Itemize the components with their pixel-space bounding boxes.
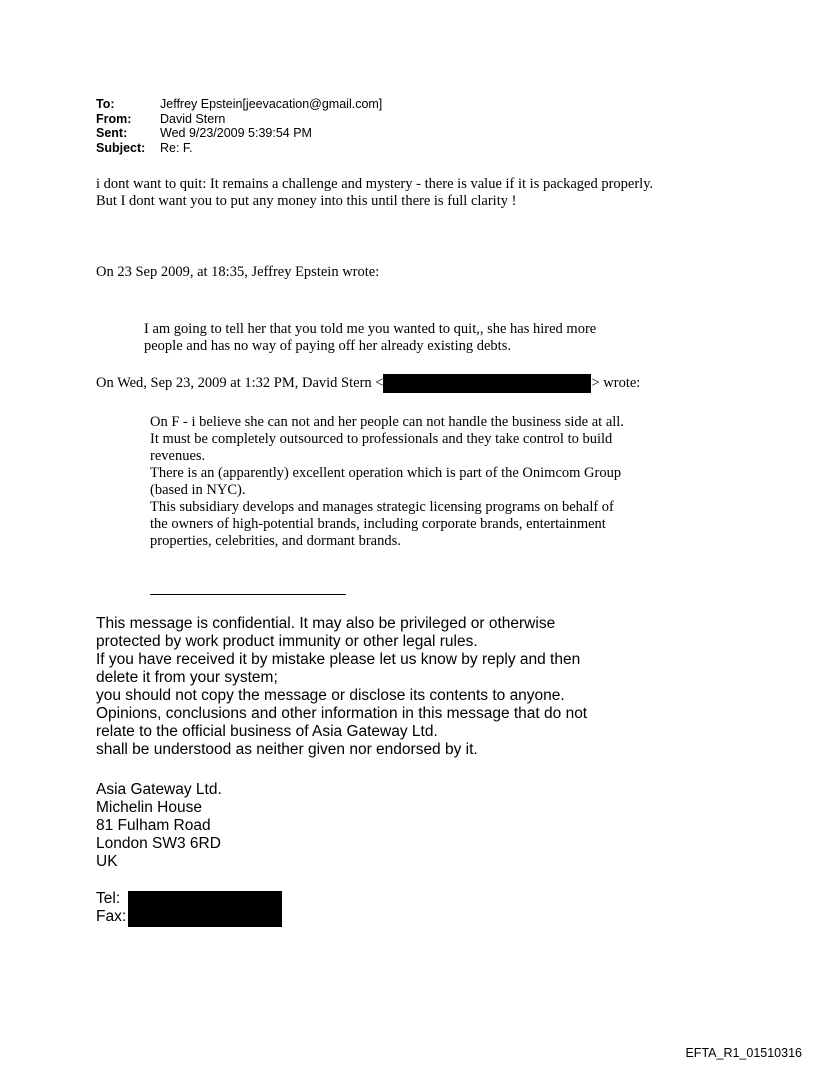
quote1-line: people and has no way of paying off her already existing debts.: [144, 338, 511, 354]
sent-row: [96, 126, 382, 141]
quote2-line: revenues.: [150, 448, 206, 464]
quote2-attribution: [96, 375, 736, 393]
to-row: [96, 97, 382, 112]
reply-line: i dont want to quit: It remains a challenge and mystery - there is value if it is packaged properly.: [96, 176, 654, 192]
disclaimer-line: If you have received it by mistake please let us know by reply and then: [96, 651, 581, 668]
quote2-line: There is an (apparently) excellent operation which is part of the Onimcom Group: [150, 465, 622, 481]
tel-row: [96, 890, 126, 908]
quote1-body: [144, 321, 704, 355]
from-label: From:: [96, 111, 132, 126]
fax-label: Fax:: [96, 908, 127, 925]
contact-block: [96, 890, 126, 926]
quote1-line: I am going to tell her that you told me you wanted to quit,, she has hired more: [144, 321, 597, 337]
quote2-line: On F - i believe she can not and her people can not handle the business side at all.: [150, 414, 624, 430]
address-line: Michelin House: [96, 799, 202, 816]
from-row: [96, 112, 382, 127]
sent-label: Sent:: [96, 126, 128, 141]
disclaimer-line: shall be understood as neither given nor endorsed by it.: [96, 741, 478, 758]
signature-divider: [150, 594, 346, 595]
tel-label: Tel:: [96, 890, 121, 907]
disclaimer-line: protected by work product immunity or other legal rules.: [96, 633, 478, 650]
disclaimer-line: relate to the official business of Asia Gateway Ltd.: [96, 723, 438, 740]
quote2-attribution-suffix: > wrote:: [591, 375, 641, 391]
email-header: [96, 97, 382, 155]
quote2-line: (based in NYC).: [150, 482, 246, 498]
address-line: UK: [96, 853, 118, 870]
sent-value: Wed 9/23/2009 5:39:54 PM: [160, 126, 312, 141]
quote2-line: It must be completely outsourced to professionals and they take control to build: [150, 431, 613, 447]
address-line: 81 Fulham Road: [96, 817, 211, 834]
reply-body: [96, 176, 756, 210]
to-label: To:: [96, 97, 115, 111]
quote2-line: the owners of high-potential brands, including corporate brands, entertainment: [150, 516, 606, 532]
reply-line: But I dont want you to put any money into this until there is full clarity !: [96, 193, 517, 209]
address-line: London SW3 6RD: [96, 835, 221, 852]
confidentiality-disclaimer: [96, 615, 587, 759]
disclaimer-line: delete it from your system;: [96, 669, 278, 686]
to-value: Jeffrey Epstein[jeevacation@gmail.com]: [160, 97, 383, 111]
disclaimer-line: Opinions, conclusions and other information in this message that do not: [96, 705, 588, 722]
subject-row: [96, 141, 382, 156]
redacted-email-block: [383, 374, 591, 393]
fax-row: [96, 908, 126, 926]
company-address: [96, 781, 222, 871]
subject-label: Subject:: [96, 140, 146, 155]
disclaimer-line: This message is confidential. It may also be privileged or otherwise: [96, 615, 556, 632]
disclaimer-line: you should not copy the message or disclose its contents to anyone.: [96, 687, 565, 704]
redacted-phone-block: [128, 891, 282, 927]
quote2-attribution-prefix: On Wed, Sep 23, 2009 at 1:32 PM, David Stern <: [96, 375, 384, 391]
subject-value: Re: F.: [160, 140, 193, 155]
quote2-body: [150, 414, 710, 550]
document-id: EFTA_R1_01510316: [685, 1046, 802, 1060]
quote2-line: properties, celebrities, and dormant brands.: [150, 533, 401, 549]
quote2-line: This subsidiary develops and manages strategic licensing programs on behalf of: [150, 499, 614, 515]
from-value: David Stern: [160, 111, 226, 126]
address-line: Asia Gateway Ltd.: [96, 781, 222, 798]
quote1-attribution: On 23 Sep 2009, at 18:35, Jeffrey Epstein wrote:: [96, 264, 380, 280]
